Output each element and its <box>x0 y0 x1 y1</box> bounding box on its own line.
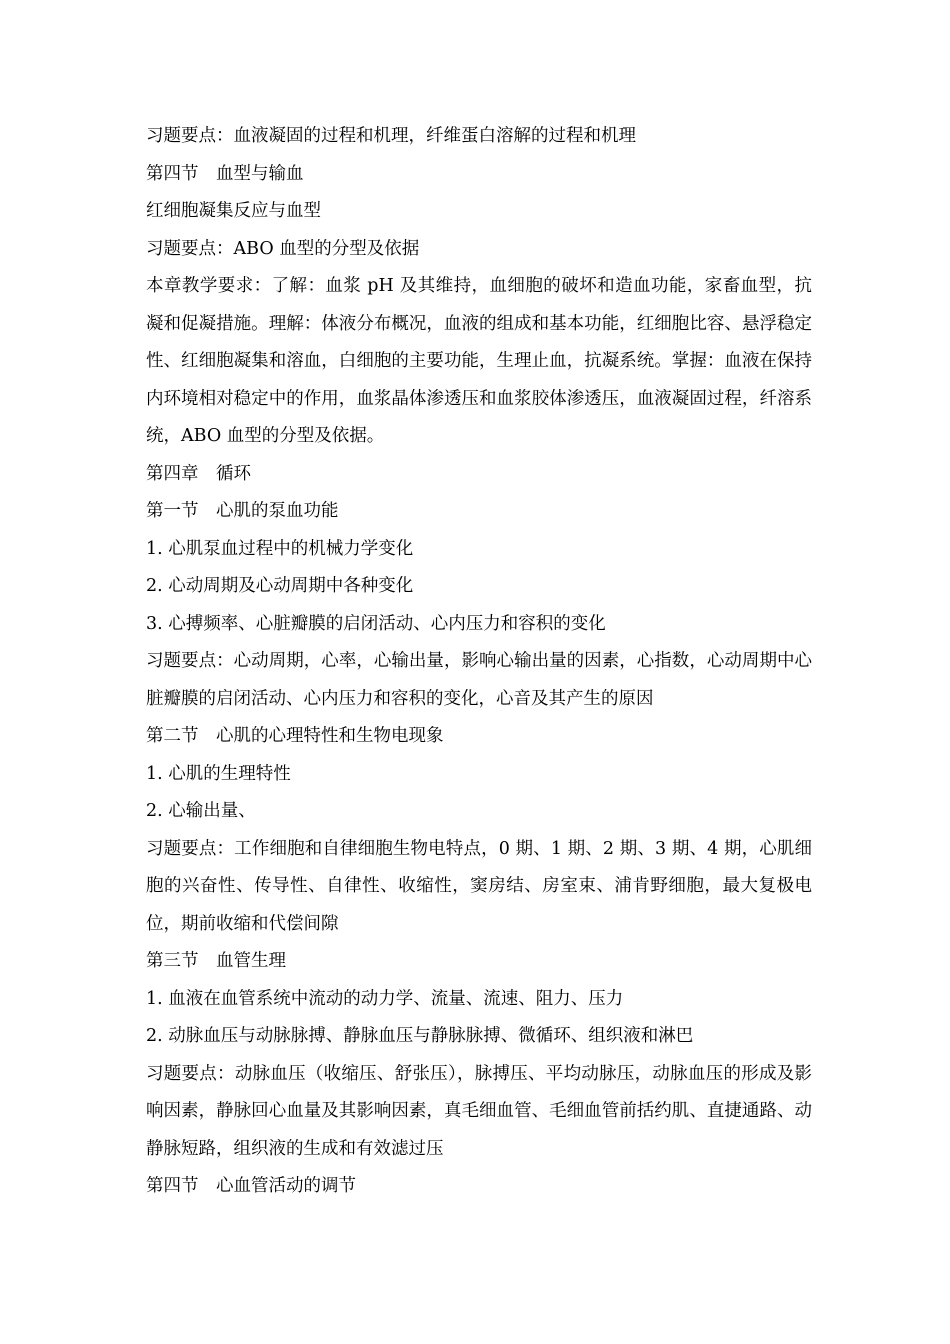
text-line: 习题要点：ABO 血型的分型及依据 <box>146 238 420 259</box>
document-body <box>146 118 812 1206</box>
text-paragraph: 习题要点：心动周期，心率，心输出量，影响心输出量的因素，心指数，心动周期中心脏瓣膜的启闭活动、心内压力和容积的变化，心音及其产生的原因 <box>146 651 812 709</box>
section-heading: 第二节 心肌的心理特性和生物电现象 <box>146 726 444 746</box>
list-item: 2. 动脉血压与动脉脉搏、静脉血压与静脉脉搏、微循环、组织液和淋巴 <box>146 1026 694 1046</box>
text-paragraph: 本章教学要求：了解：血浆 pH 及其维持，血细胞的破坏和造血功能，家畜血型，抗凝和促凝措施。理解：体液分布概况，血液的组成和基本功能，红细胞比容、悬浮稳定性、红细胞凝集和溶血，白细胞的主要功能，生理止血，抗凝系统。掌握：血液在保持内环境相对稳定中的作用，血浆晶体渗透压和血浆胶体渗透压，血液凝固过程，纤溶系统，ABO 血型的分型及依据。 <box>146 276 812 446</box>
section-heading: 第一节 心肌的泵血功能 <box>146 501 339 521</box>
text-paragraph: 习题要点：工作细胞和自律细胞生物电特点，0 期、1 期、2 期、3 期、4 期，心肌细胞的兴奋性、传导性、自律性、收缩性，窦房结、房室束、浦肯野细胞，最大复极电位，期前收缩和代偿间隙 <box>146 838 812 934</box>
text-paragraph: 习题要点：动脉血压（收缩压、舒张压），脉搏压、平均动脉压，动脉血压的形成及影响因素，静脉回心血量及其影响因素，真毛细血管、毛细血管前括约肌、直捷通路、动静脉短路，组织液的生成和有效滤过压 <box>146 1063 812 1159</box>
section-heading: 第三节 血管生理 <box>146 951 286 971</box>
list-item: 1. 血液在血管系统中流动的动力学、流量、流速、阻力、压力 <box>146 988 624 1009</box>
list-item: 2. 心输出量、 <box>146 801 256 821</box>
list-item: 1. 心肌泵血过程中的机械力学变化 <box>146 538 414 559</box>
list-item: 2. 心动周期及心动周期中各种变化 <box>146 576 414 596</box>
text-line: 红细胞凝集反应与血型 <box>146 201 321 221</box>
section-heading: 第四节 心血管活动的调节 <box>146 1176 356 1196</box>
chapter-heading: 第四章 循环 <box>146 463 251 484</box>
list-item: 1. 心肌的生理特性 <box>146 763 291 784</box>
list-item: 3. 心搏频率、心脏瓣膜的启闭活动、心内压力和容积的变化 <box>146 613 606 634</box>
text-line: 习题要点：血液凝固的过程和机理，纤维蛋白溶解的过程和机理 <box>146 126 636 146</box>
section-heading: 第四节 血型与输血 <box>146 163 304 184</box>
